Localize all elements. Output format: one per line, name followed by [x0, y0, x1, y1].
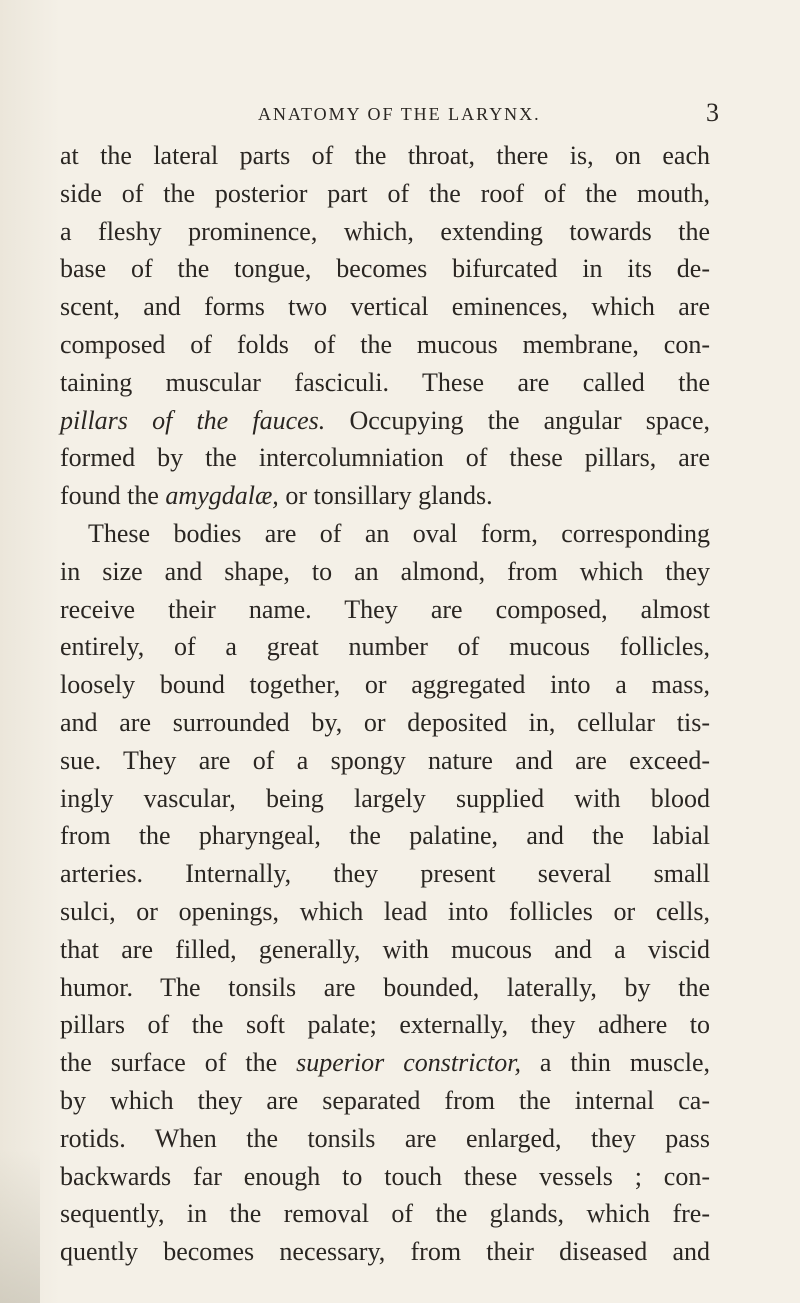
italic-term: superior constrictor, — [296, 1048, 521, 1078]
text-line: a fleshy prominence, which, extending towards the — [60, 216, 710, 246]
text-line: base of the tongue, becomes bifurcated in its de- — [60, 254, 710, 284]
text-fragment: or tonsillary glands. — [278, 481, 493, 511]
text-line: pillars of the soft palate; externally, they adhere to — [60, 1010, 710, 1040]
body-text — [60, 137, 710, 1271]
text-line: quently becomes necessary, from their diseased and — [60, 1237, 710, 1267]
page-edge-shadow — [0, 1150, 40, 1303]
text-line: humor. The tonsils are bounded, laterally, by the — [60, 972, 710, 1002]
text-line: and are surrounded by, or deposited in, cellular tis- — [60, 707, 710, 737]
text-line: side of the posterior part of the roof of the mouth, — [60, 178, 710, 208]
text-line: rotids. When the tonsils are enlarged, they pass — [60, 1123, 710, 1153]
italic-term: amygdalæ, — [165, 481, 279, 511]
text-line — [60, 402, 710, 440]
text-line: that are filled, generally, with mucous and a viscid — [60, 934, 710, 964]
text-line: taining muscular fasciculi. These are called the — [60, 367, 710, 397]
text-line: These bodies are of an oval form, corresponding — [88, 518, 710, 548]
text-fragment: a thin muscle, — [520, 1048, 710, 1078]
text-line: ingly vascular, being largely supplied with blood — [60, 783, 710, 813]
text-line: receive their name. They are composed, almost — [60, 594, 710, 624]
text-line: arteries. Internally, they present several small — [60, 859, 710, 889]
text-line: composed of folds of the mucous membrane, con- — [60, 329, 710, 359]
text-line: loosely bound together, or aggregated into a mass, — [60, 670, 710, 700]
running-head: ANATOMY OF THE LARYNX. — [258, 104, 541, 124]
text-line: by which they are separated from the internal ca- — [60, 1085, 710, 1115]
text-fragment: Occupying the angular space, — [325, 405, 710, 435]
text-line: in size and shape, to an almond, from which they — [60, 556, 710, 586]
text-line: backwards far enough to touch these vessels ; con- — [60, 1161, 710, 1191]
text-line: entirely, of a great number of mucous follicles, — [60, 632, 710, 662]
text-line: from the pharyngeal, the palatine, and the labial — [60, 821, 710, 851]
text-line: sue. They are of a spongy nature and are exceed- — [60, 745, 710, 775]
text-line: formed by the intercolumniation of these pillars, are — [60, 443, 710, 473]
text-line: sequently, in the removal of the glands, which fre- — [60, 1199, 710, 1229]
italic-term: pillars of the fauces. — [60, 405, 326, 435]
text-fragment: the surface of the — [60, 1048, 297, 1078]
text-fragment: found the — [60, 481, 166, 511]
text-line — [60, 1044, 710, 1082]
text-line: sulci, or openings, which lead into follicles or cells, — [60, 896, 710, 926]
text-line — [60, 477, 710, 515]
text-line: scent, and forms two vertical eminences, which are — [60, 292, 710, 322]
page-number: 3 — [706, 98, 719, 127]
text-line: at the lateral parts of the throat, there is, on each — [60, 141, 710, 170]
